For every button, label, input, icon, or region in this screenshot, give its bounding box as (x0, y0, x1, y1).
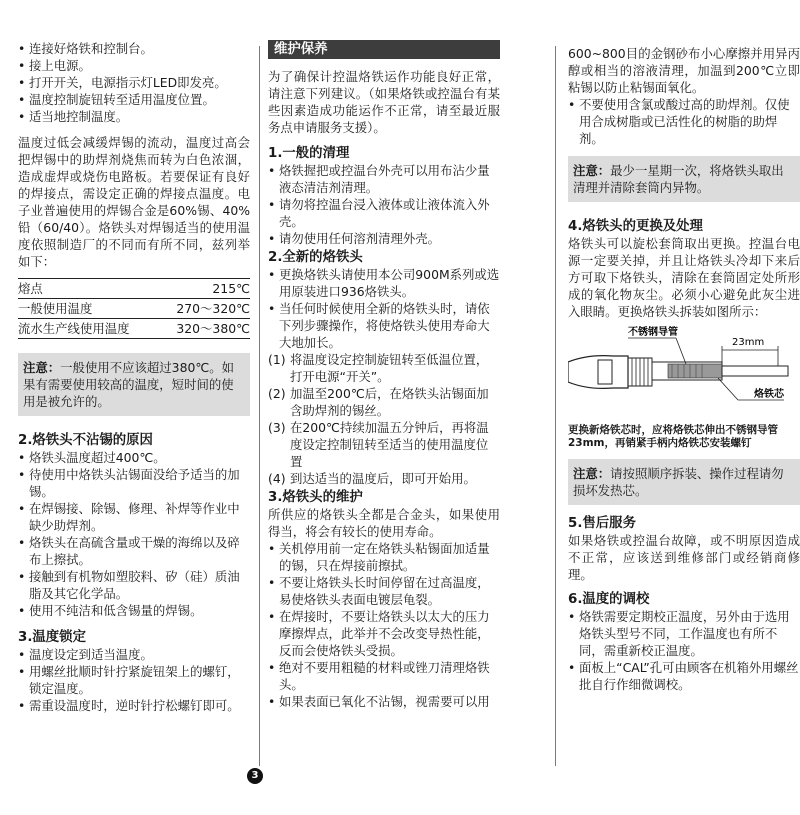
table-row (18, 319, 250, 339)
note-box (568, 156, 800, 202)
list-item: • 面板上“CAL”孔可由顾客在机箱外用螺丝批自行作细微调校。 (568, 659, 800, 693)
section-title: 1.一般的清理 (268, 146, 350, 161)
list-item: • 不要让烙铁头长时间停留在过高温度，易使烙铁头表面电镀层龟裂。 (268, 574, 500, 608)
diagram-caption: 更换新烙铁芯时，应将烙铁芯伸出不锈钢导管23mm，再销紧手柄内烙铁芯安装螺钉 (568, 424, 778, 449)
step-number: (2) (268, 386, 286, 401)
list-item: • 请勿使用任何溶剂清理外壳。 (268, 230, 500, 247)
temperature-table (18, 278, 250, 339)
column-divider (259, 46, 260, 766)
step-number: (3) (268, 420, 286, 435)
thread-lines (632, 358, 648, 386)
list-item: • 请勿将控温台浸入液体或让液体流入外壳。 (268, 196, 500, 230)
step-number: (4) (268, 471, 286, 486)
section-title: 3.温度锁定 (18, 630, 86, 645)
core-label: 烙铁芯 (754, 389, 784, 400)
soldering-iron-diagram (568, 324, 800, 424)
note-text: 一般使用不应该超过380℃。如果有需要使用较高的温度，短时间的使用是被允许的。 (23, 360, 235, 409)
section-title: 2.全新的烙铁头 (268, 250, 363, 265)
list-item: • 关机停用前一定在烙铁头粘锡面加适量的锡，只在焊接前擦拭。 (268, 540, 500, 574)
section-title: 4.烙铁头的更换及处理 (568, 219, 703, 234)
section-title: 2.烙铁头不沾锡的原因 (18, 433, 153, 448)
step-text: 在200℃持续加温五分钟后，再将温度设定控制钮转至适当的使用温度位置 (290, 420, 489, 469)
temp-label: 熔点 (18, 279, 158, 299)
section-title: 3.烙铁头的维护 (268, 490, 363, 505)
core-leader-line (718, 378, 738, 400)
step-text: 到达适当的温度后，即可开始用。 (290, 471, 476, 486)
sec2-bullet-list (18, 449, 250, 619)
note-label: 注意： (23, 360, 61, 375)
list-item: • 用螺丝批顺时针拧紧旋钮架上的螺钉，锁定温度。 (18, 663, 250, 697)
sec3-paragraph: 所供应的烙铁头全都是合金头，如果使用得当，将会有较长的使用寿命。 (268, 507, 500, 539)
intro-paragraph: 温度过低会减缓焊锡的流动，温度过高会把焊锡中的助焊剂烧焦而转为白色浓涸，造成虚焊或烧伤电路板。若要保证有良好的焊接点，需设定正确的焊接点温度。电子业普遍使用的焊锡合金是60%锡、40%铅（60/40）。烙铁头对焊锡适当的使用温度依照制造厂的不同而有所不同，兹列举如下： (18, 135, 250, 269)
section-title: 6.温度的调校 (568, 592, 650, 607)
list-item: • 烙铁需要定期校正温度，另外由于选用烙铁头型号不同，工作温度也有所不同，需重新校正温度。 (568, 608, 800, 659)
heater-core (668, 364, 722, 378)
list-item: • 更换烙铁头请使用本公司900M系列或选用原装进口936烙铁头。 (268, 266, 500, 300)
list-item: • 绝对不要用粗糙的材料或锉刀清理烙铁头。 (268, 659, 500, 693)
section-title: 5.售后服务 (568, 516, 636, 531)
intro-paragraph: 为了确保计控温烙铁运作功能良好正常，请注意下列建议。（如果烙铁或控温台有某些因素造成功能运作不正常，请至最近服务点申请服务支援）。 (268, 69, 500, 135)
note-text: 请按照顺序拆装、操作过程请勿损坏发热芯。 (573, 466, 784, 498)
list-item: • 接上电源。 (18, 57, 250, 74)
temp-value: 320～380℃ (158, 319, 250, 339)
list-item: • 温度设定到适当温度。 (18, 646, 250, 663)
list-item: • 温度控制旋钮转至适用温度位置。 (18, 91, 250, 108)
note-label: 注意： (573, 163, 611, 178)
note-text: 最少一星期一次，将烙铁头取出清理并清除套筒内异物。 (573, 163, 784, 195)
table-row (18, 279, 250, 299)
dimension-label: 23mm (732, 337, 765, 348)
list-item: • 连接好烙铁和控制台。 (18, 40, 250, 57)
numbered-steps (268, 351, 500, 487)
page-number: 3 (247, 768, 263, 784)
step-item (268, 419, 500, 470)
continued-paragraph: 600~800目的金钢砂布小心摩擦并用异丙醇或相当的溶液清理，加温到200℃立即粘锡以防止粘锡面氧化。 (568, 46, 800, 95)
step-text: 将温度设定控制旋钮转至低温位置，打开电源“开关”。 (290, 352, 489, 384)
step-text: 加温至200℃后，在烙铁头沾锡面加含助焊剂的锡丝。 (290, 386, 489, 418)
list-item: • 烙铁头温度超过400℃。 (18, 449, 250, 466)
intro-bullet-list (18, 40, 250, 125)
list-item: • 使用不纯洁和低含锡量的焊锡。 (18, 602, 250, 619)
list-item: • 烙铁头在高硫含量或干燥的海绵以及碎布上擦拭。 (18, 534, 250, 568)
temp-value: 270～320℃ (158, 299, 250, 319)
sec4-paragraph: 烙铁头可以旋松套筒取出更换。控温台电源一定要关掉，并且让烙铁头冷却下来后方可取下烙铁头，清除在套筒固定处所形成的氧化物灰尘。必须小心避免此灰尘进入眼睛。更换烙铁头拆装如图所示： (568, 236, 800, 319)
sec3-bullet-list (18, 646, 250, 714)
tip-replacement-diagram (568, 324, 800, 424)
list-item: • 需重设温度时，逆时针拧松螺钉即可。 (18, 697, 250, 714)
list-item: • 在焊接时，不要让烙铁头以太大的压力摩擦焊点，此举并不会改变导热性能，反而会使烙铁头受损。 (268, 608, 500, 659)
note-box (18, 353, 250, 416)
table-row (18, 299, 250, 319)
temp-label: 流水生产线使用温度 (18, 319, 158, 339)
note-label: 注意： (573, 466, 611, 481)
step-item (268, 470, 500, 487)
step-item (268, 351, 500, 385)
maintenance-header: 维护保养 (268, 40, 500, 59)
tube-label: 不锈钢导管 (628, 327, 678, 338)
list-item: • 待使用中烙铁头沾锡面没给予适当的加锡。 (18, 466, 250, 500)
column-left (18, 40, 250, 714)
step-item (268, 385, 500, 419)
column-divider (555, 46, 556, 766)
list-item: • 适当地控制温度。 (18, 108, 250, 125)
sec5-paragraph: 如果烙铁或控温台故障，或不明原因造成不正常，应该送到维修部门或经销商修理。 (568, 533, 800, 582)
temp-label: 一般使用温度 (18, 299, 158, 319)
list-item: • 在焊锡接、除锡、修理、补焊等作业中缺少助焊剂。 (18, 500, 250, 534)
list-item: • 烙铁握把或控温台外壳可以用布沾少量液态清洁剂清理。 (268, 162, 500, 196)
temp-value: 215℃ (158, 279, 250, 299)
column-right (568, 45, 800, 693)
note-box (568, 459, 800, 505)
list-item: • 不要使用含氯或酸过高的助焊剂。仅使用合成树脂或已活性化的树脂的助焊剂。 (568, 96, 800, 147)
list-item: • 如果表面已氧化不沾锡，视需要可以用 (268, 693, 500, 710)
step-number: (1) (268, 352, 286, 367)
list-item: • 当任何时候使用全新的烙铁头时，请依下列步骤操作，将使烙铁头使用寿命大大地加长。 (268, 300, 500, 351)
grip-ring (598, 360, 612, 384)
tube-leader-line (676, 338, 686, 364)
column-middle (268, 40, 500, 710)
core-extension (722, 366, 788, 376)
list-item: • 打开开关，电源指示灯LED即发亮。 (18, 74, 250, 91)
list-item: • 接触到有机物如塑胶料、矽（硅）质油脂及其它化学品。 (18, 568, 250, 602)
